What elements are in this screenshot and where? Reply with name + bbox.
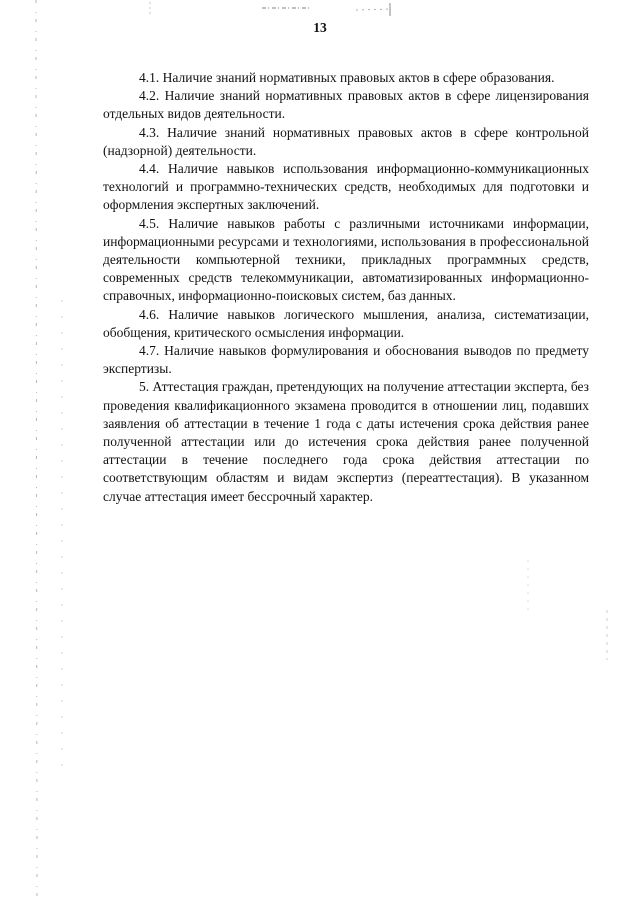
page-number: 13 — [313, 20, 327, 35]
paragraph-4-7: 4.7. Наличие навыков формулирования и обоснования выводов по предмету экспертизы. — [103, 343, 589, 377]
paragraph-4-1: 4.1. Наличие знаний нормативных правовых актов в сфере образования. — [139, 70, 555, 85]
paragraph-4-5: 4.5. Наличие навыков работы с различными источниками информации, информационными ресурсами и технологиями, использования в профессиональной деятельности компьютерной техники, прикладных программных средств, современных средств телекоммуникации, автоматизированных информационно-справочных, информационно-поисковых систем, баз данных. — [103, 215, 589, 304]
top-scan-mark-right — [356, 9, 392, 10]
document-body — [103, 69, 589, 506]
left-binding-edge — [36, 0, 37, 905]
paragraph-5: 5. Аттестация граждан, претендующих на получение аттестации эксперта, без проведения квалификационного экзамена проводится в отношении лиц, подавших заявления об аттестации в течение 1 года с даты истечения срока действия ранее полученной аттестации или до истечения срока действия ранее полученной аттестации в течение последнего года срока действия аттестации по соответствующим областям и видам экспертиз (переаттестация). В указанном случае аттестация имеет бессрочный характер. — [103, 379, 589, 504]
paragraph-4-3: 4.3. Наличие знаний нормативных правовых актов в сфере контрольной (надзорной) деятельности. — [103, 124, 589, 158]
paragraph-4-2: 4.2. Наличие знаний нормативных правовых актов в сфере лицензирования отдельных видов деятельности. — [103, 88, 589, 122]
paragraph-4-6: 4.6. Наличие навыков логического мышления, анализа, систематизации, обобщения, критического осмысления информации. — [103, 306, 589, 340]
paragraph-4-4: 4.4. Наличие навыков использования информационно-коммуникационных технологий и программно-технических средств, необходимых для подготовки и оформления экспертных заключений. — [103, 161, 589, 213]
